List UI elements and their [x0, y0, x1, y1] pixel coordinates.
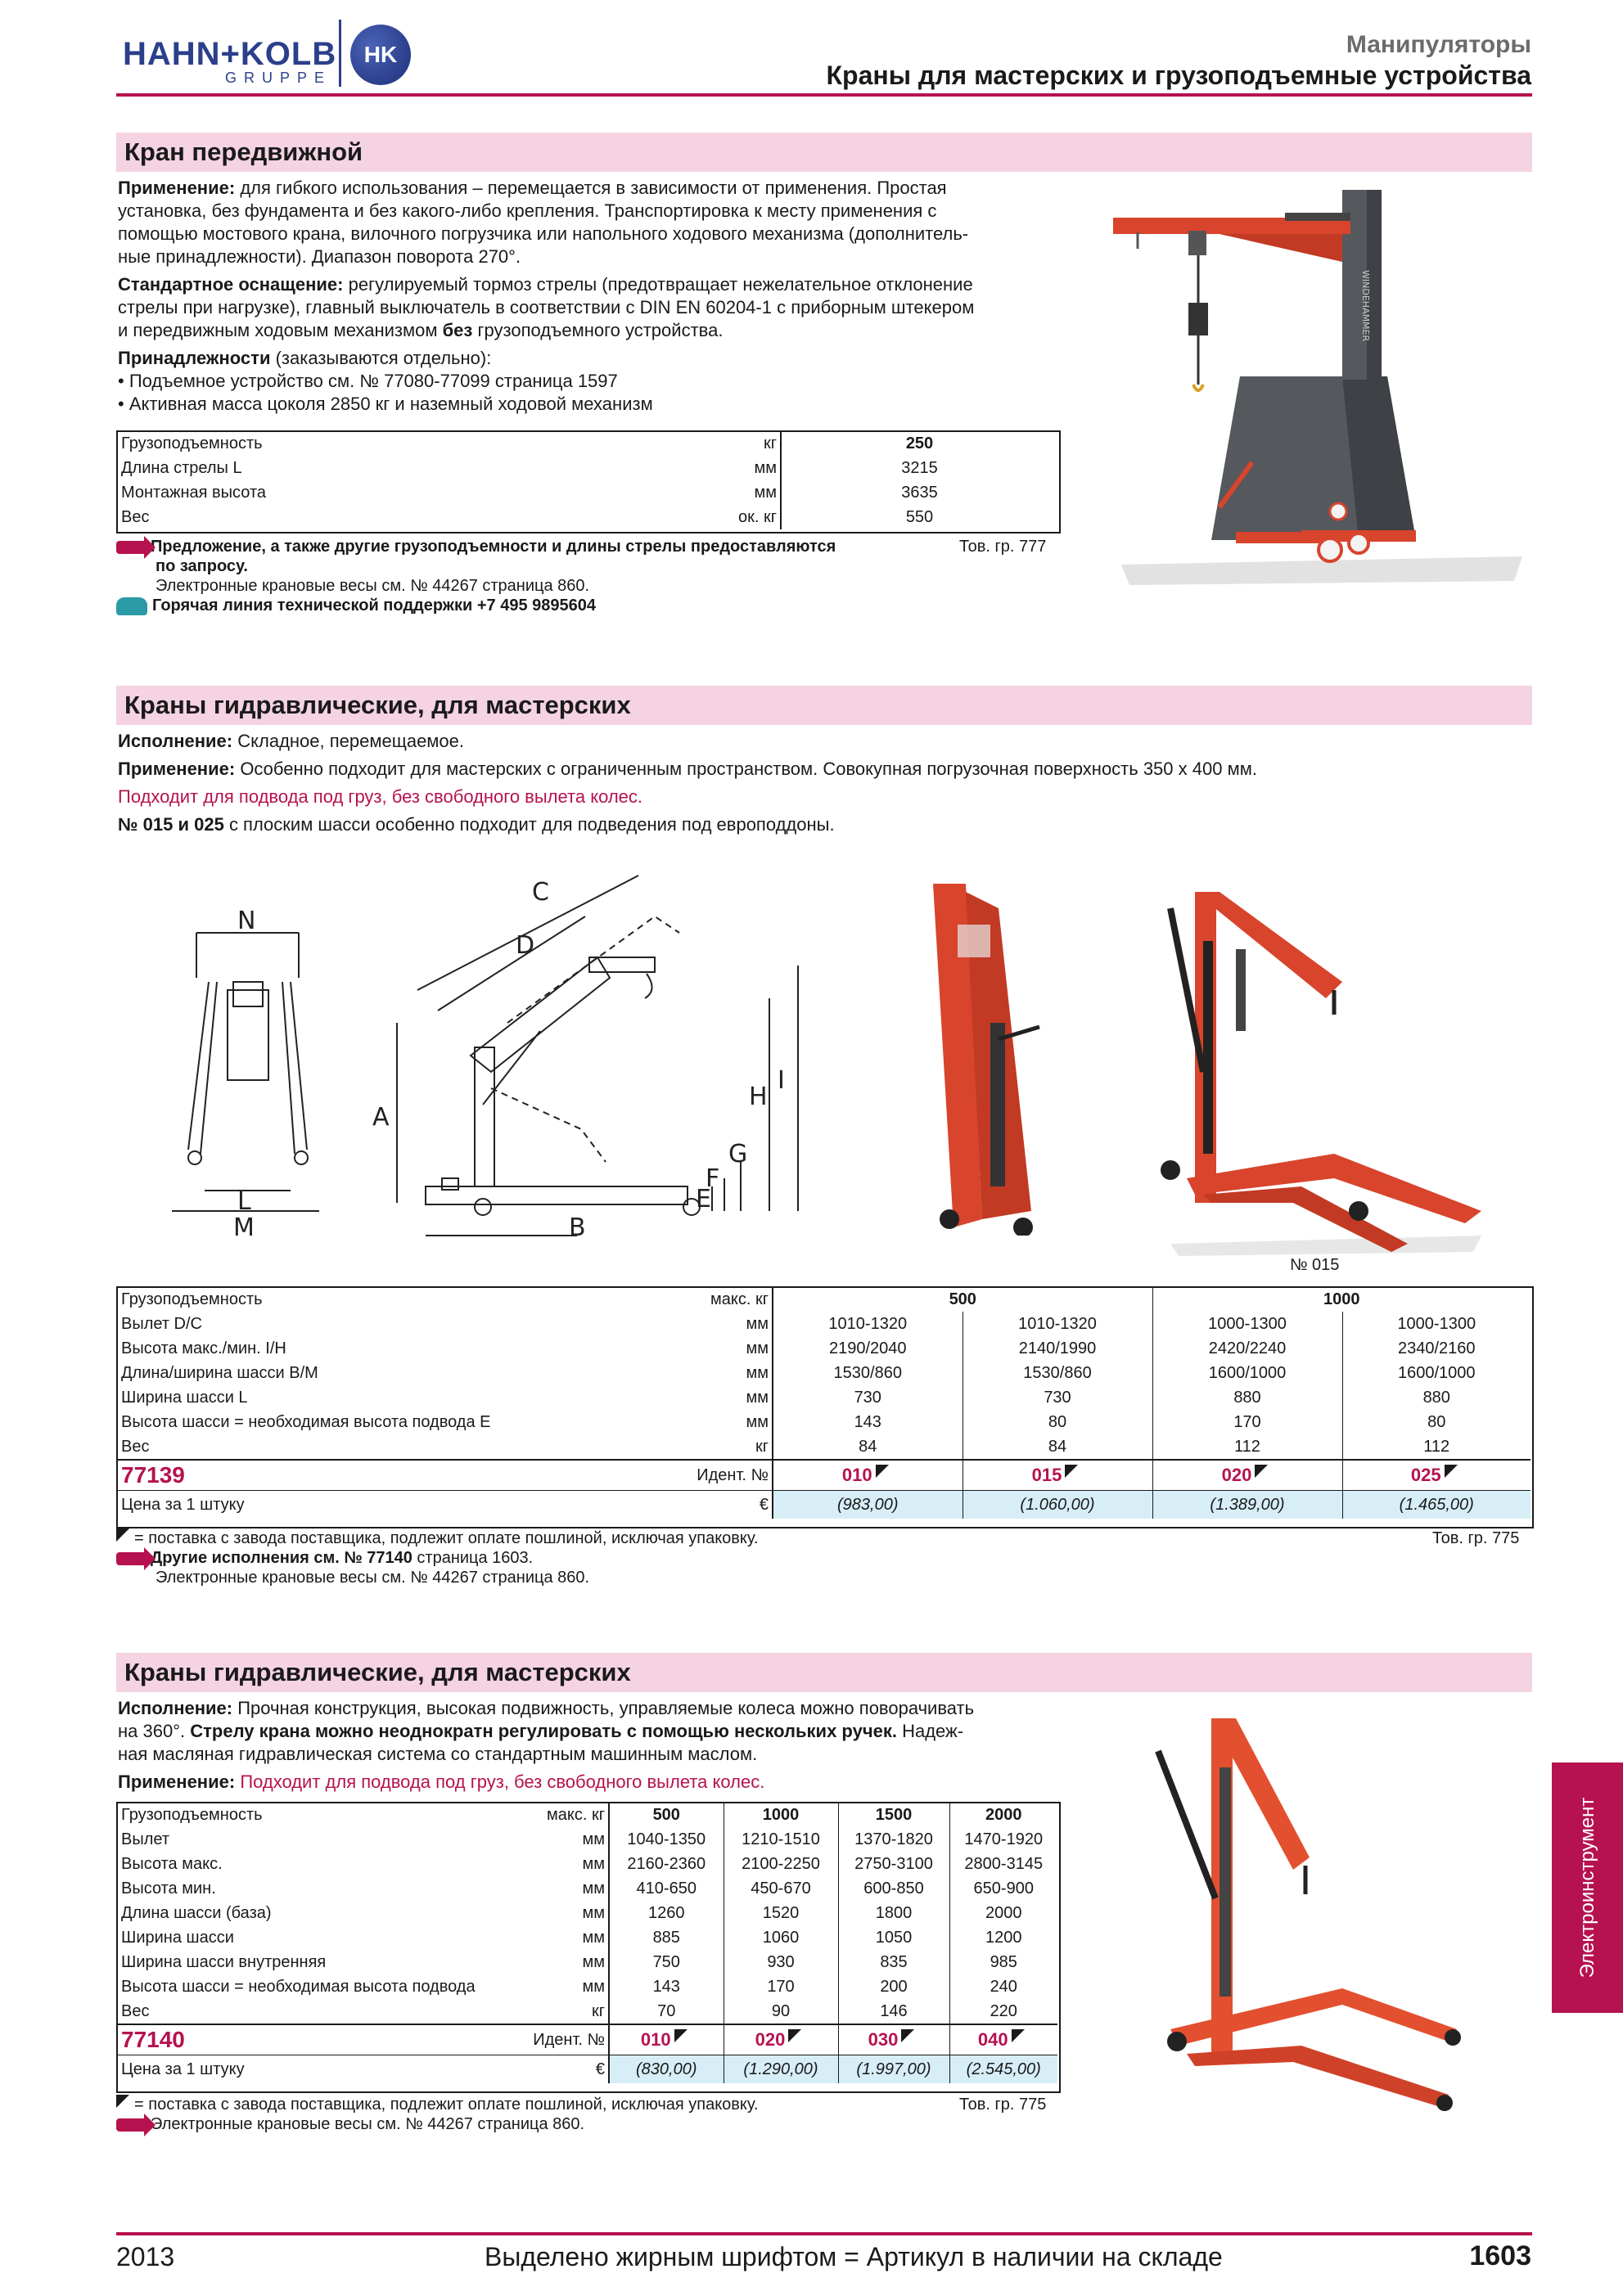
- row-label: Грузоподъемность: [121, 434, 263, 452]
- header-group: 500: [773, 1287, 1152, 1312]
- text: Прочная конструкция, высокая подвижность, управляемые колеса можно поворачивать: [237, 1698, 975, 1718]
- section3-description: [118, 1697, 1059, 1794]
- text: Особенно подходит для мастерских с ограниченным пространством. Совокупная погрузочная поверхность 350 х 400 мм.: [240, 759, 1257, 779]
- header-unit: макс. кг: [486, 1803, 609, 1827]
- row-value: 1000-1300: [1152, 1312, 1342, 1336]
- row-label: Ширина шасси: [121, 1928, 234, 1947]
- factory-supply-icon: [1255, 1465, 1268, 1478]
- product-id[interactable]: 020: [724, 2024, 838, 2055]
- label: Применение:: [118, 759, 236, 779]
- table-row: [118, 1999, 1057, 2024]
- note-text: = поставка с завода поставщика, подлежит оплате пошлиной, исключая упаковку.: [134, 1529, 759, 1547]
- section-title: Кран передвижной: [124, 137, 363, 166]
- brand-logo-sub: GRUPPE: [225, 70, 332, 86]
- row-unit: мм: [642, 1410, 773, 1434]
- row-label: Вылет D/C: [121, 1314, 203, 1333]
- row-value: 1800: [838, 1901, 949, 1925]
- row-label: Высота шасси = необходимая высота подвода E: [121, 1412, 491, 1431]
- text-highlight: Подходит для подвода под груз, без свободного вылета колес.: [240, 1772, 765, 1792]
- factory-supply-icon: [674, 2029, 688, 2042]
- header-group: 1000: [1323, 1290, 1360, 1308]
- dim-label-N: N: [237, 907, 256, 935]
- table-row: [118, 2024, 1057, 2055]
- row-label: Вес: [121, 2001, 150, 2020]
- dim-label-M: M: [233, 1213, 255, 1242]
- row-unit: мм: [486, 1925, 609, 1950]
- row-value: 3215: [901, 458, 938, 477]
- row-value: 3635: [901, 483, 938, 502]
- brand-logo-text: HAHN+KOLB: [123, 36, 337, 72]
- price-value: (1.060,00): [963, 1491, 1152, 1519]
- row-value: 1060: [724, 1925, 838, 1950]
- row-unit: мм: [486, 1876, 609, 1901]
- factory-supply-icon: [116, 2095, 129, 2108]
- row-value: 1010-1320: [773, 1312, 963, 1336]
- row-value: 220: [990, 2001, 1017, 2020]
- product-id[interactable]: 010: [773, 1460, 963, 1491]
- dim-label-C: C: [532, 878, 549, 907]
- row-unit: мм: [658, 456, 781, 480]
- text-highlight: Подходит для подвода под груз, без свободного вылета колес.: [118, 786, 643, 807]
- text: (заказываются отдельно):: [275, 348, 492, 368]
- row-value: 1010-1320: [963, 1312, 1152, 1336]
- text: Надеж-: [902, 1721, 964, 1741]
- note-text: Электронные крановые весы см. № 44267 страница 860.: [151, 2115, 585, 2133]
- row-value: 1370-1820: [838, 1827, 949, 1852]
- dim-label-B: B: [569, 1213, 586, 1242]
- goods-group: Тов. гр. 777: [959, 538, 1047, 556]
- row-label: Длина стрелы L: [121, 458, 242, 477]
- note-text: Электронные крановые весы см. № 44267 страница 860.: [156, 577, 590, 595]
- dim-label-L: L: [237, 1187, 251, 1216]
- row-value: 1050: [838, 1925, 949, 1950]
- table-row: [118, 1410, 1531, 1434]
- product-id[interactable]: 030: [838, 2024, 949, 2055]
- row-value: 70: [609, 1999, 724, 2024]
- article-number: 77139: [118, 1460, 642, 1491]
- product-id[interactable]: 020: [1152, 1460, 1342, 1491]
- note-text: Предложение, а также другие грузоподъемности и длины стрелы предоставляются: [151, 538, 836, 556]
- row-value: 112: [1152, 1434, 1342, 1460]
- table-row: [118, 1974, 1057, 1999]
- row-unit: мм: [642, 1312, 773, 1336]
- row-value: 2800-3145: [964, 1854, 1044, 1873]
- header-rule: [116, 93, 1532, 97]
- row-unit: мм: [486, 1950, 609, 1974]
- row-label: Монтажная высота: [121, 483, 267, 502]
- section-title: Краны гидравлические, для мастерских: [124, 1658, 631, 1686]
- row-unit: кг: [642, 1434, 773, 1460]
- row-value: 930: [724, 1950, 838, 1974]
- side-category-tab[interactable]: [1552, 1763, 1623, 2013]
- section-title-bar: [116, 686, 1532, 725]
- row-value: 143: [609, 1974, 724, 1999]
- currency: €: [642, 1491, 773, 1519]
- text: установка, без фундамента и без какого-либо крепления. Транспортировка к месту применения с: [118, 200, 937, 221]
- crane-brand-label: WINDEHAMMER: [1360, 270, 1371, 342]
- row-value: 84: [773, 1434, 963, 1460]
- price-value: (2.545,00): [949, 2055, 1057, 2084]
- row-unit: мм: [642, 1336, 773, 1361]
- heavy-duty-crane-image: [1138, 1702, 1465, 2111]
- factory-supply-icon: [788, 2029, 801, 2042]
- goods-group: Тов. гр. 775: [959, 2096, 1047, 2114]
- table-row: [118, 480, 1057, 505]
- text: ная масляная гидравлическая система со стандартным машинным маслом.: [118, 1744, 758, 1764]
- row-value: 200: [838, 1974, 949, 1999]
- row-value: 146: [838, 1999, 949, 2024]
- text: Складное, перемещаемое.: [237, 731, 465, 751]
- table-row: [118, 2055, 1057, 2084]
- row-value: 880: [1152, 1385, 1342, 1410]
- row-value: 1200: [985, 1928, 1022, 1947]
- row-label: Ширина шасси внутренняя: [121, 1952, 327, 1971]
- row-value: 410-650: [609, 1876, 724, 1901]
- row-value: 1210-1510: [724, 1827, 838, 1852]
- header-unit: макс. кг: [642, 1287, 773, 1312]
- folded-crane-image: [908, 876, 1072, 1236]
- row-label: Высота макс./мин. I/H: [121, 1339, 286, 1357]
- table-row: [118, 1491, 1531, 1519]
- row-value: 835: [838, 1950, 949, 1974]
- row-unit: мм: [486, 1852, 609, 1876]
- row-unit: мм: [642, 1385, 773, 1410]
- row-unit: мм: [658, 480, 781, 505]
- section1-notes: [116, 537, 1057, 615]
- row-value: 80: [963, 1410, 1152, 1434]
- row-value: 880: [1422, 1388, 1450, 1407]
- row-unit: мм: [642, 1361, 773, 1385]
- jib-crane-image: [1097, 180, 1539, 589]
- factory-supply-icon: [1065, 1465, 1078, 1478]
- row-value: 985: [990, 1952, 1017, 1971]
- row-value: 2100-2250: [724, 1852, 838, 1876]
- table-row: [118, 1803, 1057, 1827]
- workshop-crane-image: [1138, 859, 1498, 1260]
- factory-supply-icon: [1012, 2029, 1025, 2042]
- price-value: (1.465,00): [1342, 1491, 1531, 1519]
- label: Исполнение:: [118, 731, 233, 751]
- row-label: Длина шасси (база): [121, 1903, 272, 1922]
- row-value: 2420/2240: [1152, 1336, 1342, 1361]
- arrow-right-icon: [116, 1552, 146, 1565]
- row-value: 2000: [985, 1903, 1022, 1922]
- id-label: Идент. №: [642, 1460, 773, 1491]
- brand-logo-icon: HK: [350, 25, 411, 85]
- row-value: 2750-3100: [838, 1852, 949, 1876]
- row-label: Высота макс.: [121, 1854, 223, 1873]
- section2-description: [118, 730, 1526, 836]
- text: стрелы при нагрузке), главный выключатель в соответствии с DIN EN 60204-1 с приборным штекером: [118, 297, 975, 317]
- row-value: 90: [724, 1999, 838, 2024]
- id-label: Идент. №: [486, 2024, 609, 2055]
- table-row: [118, 1901, 1057, 1925]
- row-label: Вес: [121, 507, 150, 526]
- text: регулируемый тормоз стрелы (предотвращает нежелательное отклонение: [348, 274, 973, 295]
- article-number: 77140: [118, 2024, 486, 2055]
- row-unit: мм: [486, 1901, 609, 1925]
- hotline-text: Горячая линия технической поддержки +7 495 9895604: [152, 597, 596, 615]
- table-row: [118, 1336, 1531, 1361]
- row-value: 1600/1000: [1397, 1363, 1476, 1382]
- header-value: 1500: [838, 1803, 949, 1827]
- row-label: Высота мин.: [121, 1879, 216, 1898]
- header-value: 2000: [985, 1805, 1022, 1824]
- text: ные принадлежности). Диапазон поворота 270°.: [118, 246, 521, 267]
- row-value: 750: [609, 1950, 724, 1974]
- section-title-bar: [116, 1653, 1532, 1692]
- spec-table-2: [118, 1287, 1531, 1519]
- product-id[interactable]: 010: [609, 2024, 724, 2055]
- page-title: Краны для мастерских и грузоподъемные устройства: [826, 61, 1531, 90]
- header-label: Грузоподъемность: [121, 1805, 263, 1824]
- row-unit: кг: [658, 431, 781, 456]
- table-row: [118, 1361, 1531, 1385]
- row-value: 1520: [724, 1901, 838, 1925]
- row-value: 80: [1427, 1412, 1446, 1431]
- label: Принадлежности: [118, 348, 271, 368]
- text: для гибкого использования – перемещается в зависимости от применения. Простая: [240, 178, 947, 198]
- text-bold: Стрелу крана можно неоднократн регулировать с помощью нескольких ручек.: [190, 1721, 897, 1741]
- table-row: [118, 1312, 1531, 1336]
- product-id[interactable]: 015: [963, 1460, 1152, 1491]
- note-text: по запросу.: [156, 557, 248, 575]
- section-title: Краны гидравлические, для мастерских: [124, 691, 631, 719]
- row-label: Вылет: [121, 1830, 170, 1848]
- spec-table-1: [118, 431, 1057, 529]
- factory-supply-icon: [876, 1465, 889, 1478]
- product-id[interactable]: 025: [1342, 1460, 1531, 1491]
- page-number: 1603: [1469, 2240, 1531, 2271]
- price-value: (1.997,00): [838, 2055, 949, 2084]
- table-row: [118, 1925, 1057, 1950]
- arrow-right-icon: [116, 2118, 146, 2132]
- price-label: Цена за 1 штуку: [118, 2055, 486, 2084]
- header-value: 500: [609, 1803, 724, 1827]
- row-value: 1530/860: [773, 1361, 963, 1385]
- row-label: Высота шасси = необходимая высота подвода: [121, 1977, 476, 1996]
- dim-label-I: I: [778, 1066, 785, 1095]
- row-value: 143: [773, 1410, 963, 1434]
- row-value: 650-900: [973, 1879, 1034, 1898]
- row-value: 2340/2160: [1397, 1339, 1476, 1357]
- label: Стандартное оснащение:: [118, 274, 344, 295]
- image-caption: № 015: [1290, 1256, 1340, 1274]
- note-text: страница 1603.: [417, 1549, 534, 1567]
- row-value: 170: [1152, 1410, 1342, 1434]
- price-value: (1.389,00): [1152, 1491, 1342, 1519]
- row-value: 2190/2040: [773, 1336, 963, 1361]
- note-text: = поставка с завода поставщика, подлежит оплате пошлиной, исключая упаковку.: [134, 2096, 759, 2114]
- row-value: 2140/1990: [963, 1336, 1152, 1361]
- row-value: 2160-2360: [609, 1852, 724, 1876]
- row-value: 600-850: [838, 1876, 949, 1901]
- dim-label-E: E: [696, 1185, 711, 1213]
- row-value: 250: [905, 434, 934, 452]
- dim-label-H: H: [749, 1083, 768, 1111]
- factory-supply-icon: [116, 1528, 129, 1542]
- row-value: 170: [724, 1974, 838, 1999]
- price-value: (983,00): [773, 1491, 963, 1519]
- currency: €: [486, 2055, 609, 2084]
- footer-legend: Выделено жирным шрифтом = Артикул в наличии на складе: [485, 2242, 1223, 2271]
- row-value: 1530/860: [963, 1361, 1152, 1385]
- spec-table-3: [118, 1803, 1057, 2083]
- row-unit: мм: [486, 1827, 609, 1852]
- text: и передвижным ходовым механизмом: [118, 320, 438, 340]
- table-row: [118, 1950, 1057, 1974]
- note-text: Другие исполнения см. № 77140: [151, 1549, 413, 1567]
- row-label: Вес: [121, 1437, 150, 1456]
- row-unit: мм: [486, 1974, 609, 1999]
- footer-rule: [116, 2232, 1532, 2235]
- page-category: Манипуляторы: [1346, 31, 1531, 58]
- text-bold: № 015 и 025: [118, 814, 224, 835]
- text: помощью мостового крана, вилочного погрузчика или напольного ходового механизма (дополнитель-: [118, 223, 969, 244]
- row-unit: кг: [486, 1999, 609, 2024]
- row-label: Ширина шасси L: [121, 1388, 248, 1407]
- dim-label-F: F: [706, 1164, 720, 1193]
- arrow-right-icon: [116, 541, 146, 554]
- row-value: 885: [609, 1925, 724, 1950]
- text-bold: без: [442, 320, 473, 340]
- factory-supply-icon: [901, 2029, 914, 2042]
- section1-description: [118, 177, 1059, 416]
- row-value: 450-670: [724, 1876, 838, 1901]
- row-value: 112: [1423, 1437, 1450, 1456]
- logo-divider: [339, 20, 341, 87]
- table-row: [118, 1385, 1531, 1410]
- table-row: [118, 1876, 1057, 1901]
- list-item: • Активная масса цоколя 2850 кг и наземный ходовой механизм: [118, 394, 653, 414]
- goods-group: Тов. гр. 775: [1432, 1529, 1520, 1547]
- table-row: [118, 1852, 1057, 1876]
- table-row: [118, 456, 1057, 480]
- row-value: 240: [990, 1977, 1017, 1996]
- row-value: 550: [905, 507, 934, 526]
- dim-label-G: G: [728, 1140, 748, 1168]
- price-value: (1.290,00): [724, 2055, 838, 2084]
- dim-label-A: A: [372, 1103, 390, 1132]
- row-label: Длина/ширина шасси B/M: [121, 1363, 318, 1382]
- table-row: [118, 505, 1057, 529]
- row-value: 730: [773, 1385, 963, 1410]
- side-tab-label: Электроинструмент: [1576, 1797, 1598, 1979]
- row-value: 730: [963, 1385, 1152, 1410]
- note-text: Электронные крановые весы см. № 44267 страница 860.: [156, 1569, 590, 1587]
- row-value: 1470-1920: [964, 1830, 1044, 1848]
- row-value: 1000-1300: [1397, 1314, 1476, 1333]
- crane-technical-drawing: [156, 867, 859, 1252]
- row-unit: ок. кг: [658, 505, 781, 529]
- dim-label-D: D: [516, 931, 535, 960]
- row-value: 1040-1350: [609, 1827, 724, 1852]
- product-id[interactable]: 040: [949, 2024, 1057, 2055]
- price-label: Цена за 1 штуку: [118, 1491, 642, 1519]
- row-value: 1260: [609, 1901, 724, 1925]
- text: на 360°.: [118, 1721, 186, 1741]
- header-label: Грузоподъемность: [121, 1290, 263, 1308]
- header-value: 1000: [724, 1803, 838, 1827]
- table-row: [118, 1460, 1531, 1491]
- list-item: • Подъемное устройство см. № 77080-77099 страница 1597: [118, 371, 618, 391]
- label: Исполнение:: [118, 1698, 233, 1718]
- price-value: (830,00): [609, 2055, 724, 2084]
- table-row: [118, 1434, 1531, 1460]
- table-row: [118, 1287, 1531, 1312]
- factory-supply-icon: [1445, 1465, 1458, 1478]
- section3-notes: [116, 2095, 935, 2134]
- table-row: [118, 431, 1057, 456]
- text: с плоским шасси особенно подходит для подведения под европоддоны.: [228, 814, 835, 835]
- row-value: 1600/1000: [1152, 1361, 1342, 1385]
- label: Применение:: [118, 1772, 236, 1792]
- section-title-bar: [116, 133, 1532, 172]
- label: Применение:: [118, 178, 236, 198]
- text: грузоподъемного устройства.: [477, 320, 724, 340]
- section2-notes: [116, 1528, 1262, 1587]
- row-value: 84: [963, 1434, 1152, 1460]
- footer-year: 2013: [116, 2242, 175, 2271]
- phone-icon: [116, 597, 147, 615]
- table-row: [118, 1827, 1057, 1852]
